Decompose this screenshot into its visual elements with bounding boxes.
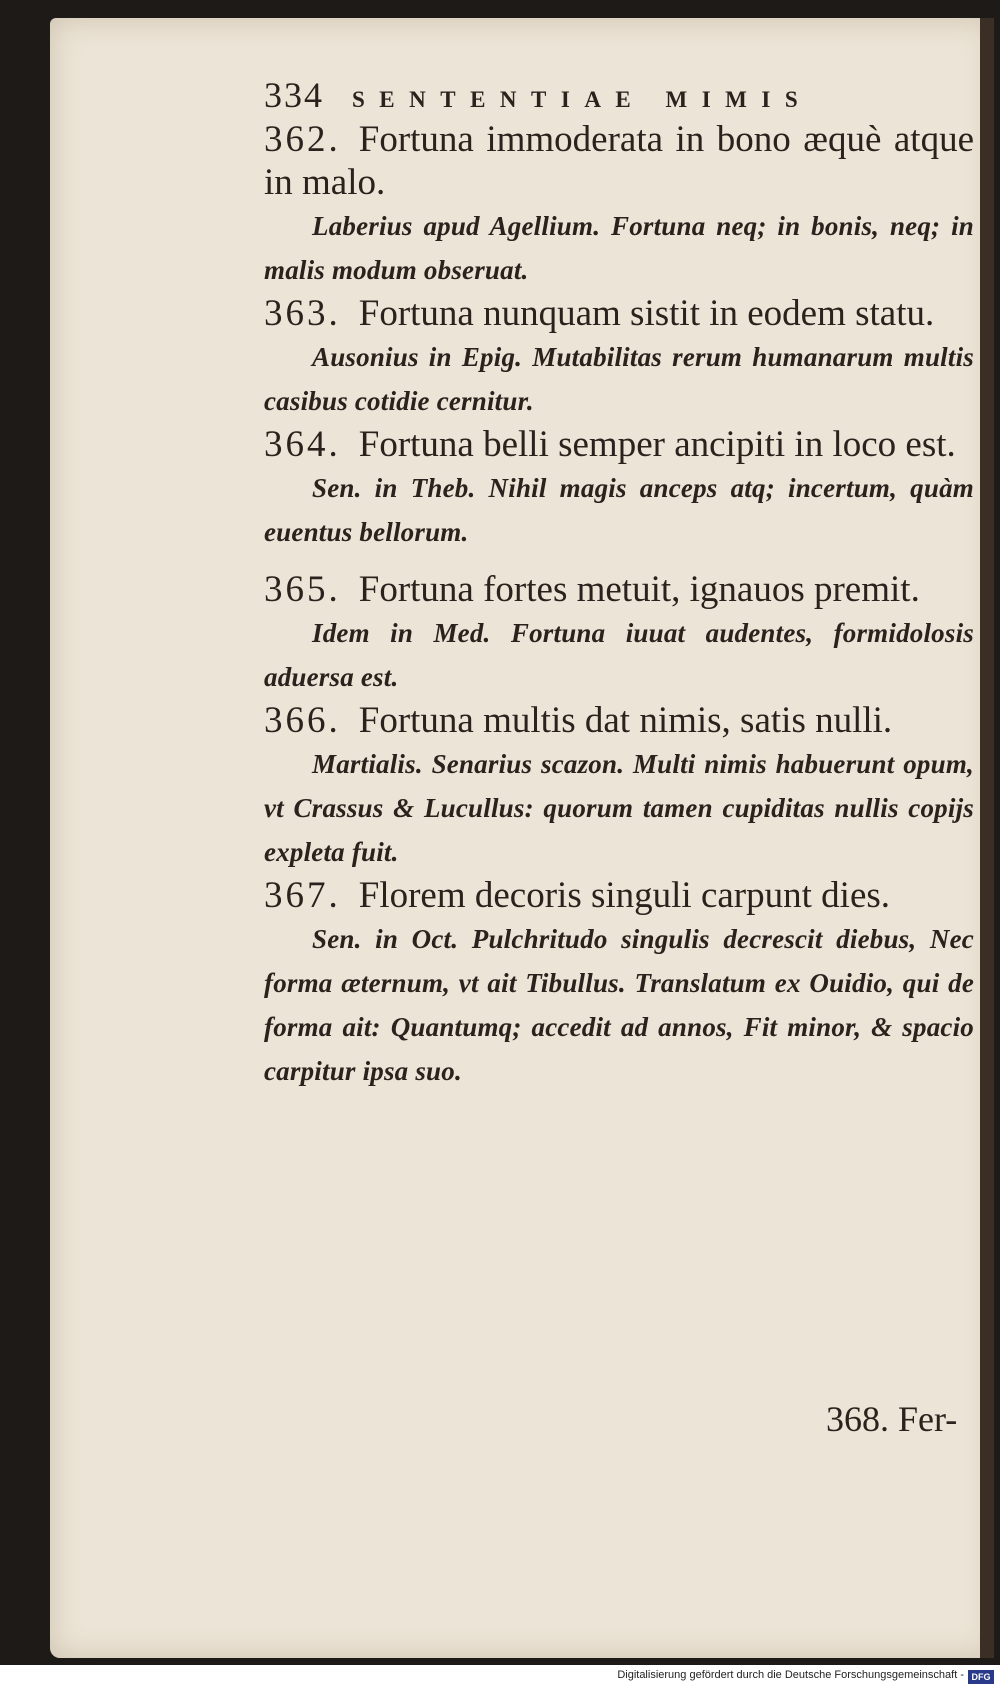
entry-text: Fortuna multis dat nimis, satis nulli. [358,700,893,741]
sententia [264,568,974,611]
entry-commentary: Martialis. Senarius scazon. Multi nimis habuerunt opum, vt Crassus & Lucullus: quorum tamen cupiditas nullis copijs expleta fuit. [264,749,974,867]
entry-number: 365. [264,569,341,610]
page-header [264,72,974,118]
dfg-logo: DFG [968,1670,994,1684]
entry-number: 366. [264,700,341,741]
entry-commentary: Sen. in Theb. Nihil magis anceps atq; incertum, quàm euentus bellorum. [264,473,974,547]
entry-365 [264,568,974,699]
entry-text: Fortuna belli semper ancipiti in loco est. [358,424,956,465]
entry-commentary: Ausonius in Epig. Mutabilitas rerum humanarum multis casibus cotidie cernitur. [264,342,974,416]
entry-text: Fortuna fortes metuit, ignauos premit. [358,569,920,610]
entry-367 [264,874,974,1093]
catchword: 368. Fer- [826,1399,958,1439]
sententia [264,699,974,742]
entry-text: Florem decoris singuli carpunt dies. [358,875,891,916]
entry-number: 362. [264,119,341,160]
entry-number: 363. [264,293,341,334]
sententia [264,292,974,335]
page-edge [980,18,994,1658]
entry-commentary: Idem in Med. Fortuna iuuat audentes, formidolosis aduersa est. [264,618,974,692]
page-number: 334 [264,75,324,115]
sententia [264,423,974,466]
entry-362 [264,118,974,292]
funding-credit: Digitalisierung gefördert durch die Deutsche Forschungsgemeinschaft - [617,1669,964,1681]
footer-bar [0,1667,1000,1691]
entry-text: Fortuna nunquam sistit in eodem statu. [358,293,935,334]
sententia [264,118,974,204]
entry-number: 364. [264,424,341,465]
page-text [264,72,974,1093]
entry-commentary: Sen. in Oct. Pulchritudo singulis decrescit diebus, Nec forma æternum, vt ait Tibullus. Translatum ex Ouidio, qui de forma ait: Quantumq; accedit ad annos, Fit minor, & spacio carpitur ipsa suo. [264,924,974,1086]
entry-363 [264,292,974,423]
entry-366 [264,699,974,874]
entry-text: Fortuna immoderata in bono æquè atque in malo. [264,119,974,203]
entry-number: 367. [264,875,341,916]
sententia [264,874,974,917]
entry-commentary: Laberius apud Agellium. Fortuna neq; in bonis, neq; in malis modum obseruat. [264,211,974,285]
running-title: SENTENTIAE MIMIS [352,87,813,112]
entry-364 [264,423,974,554]
